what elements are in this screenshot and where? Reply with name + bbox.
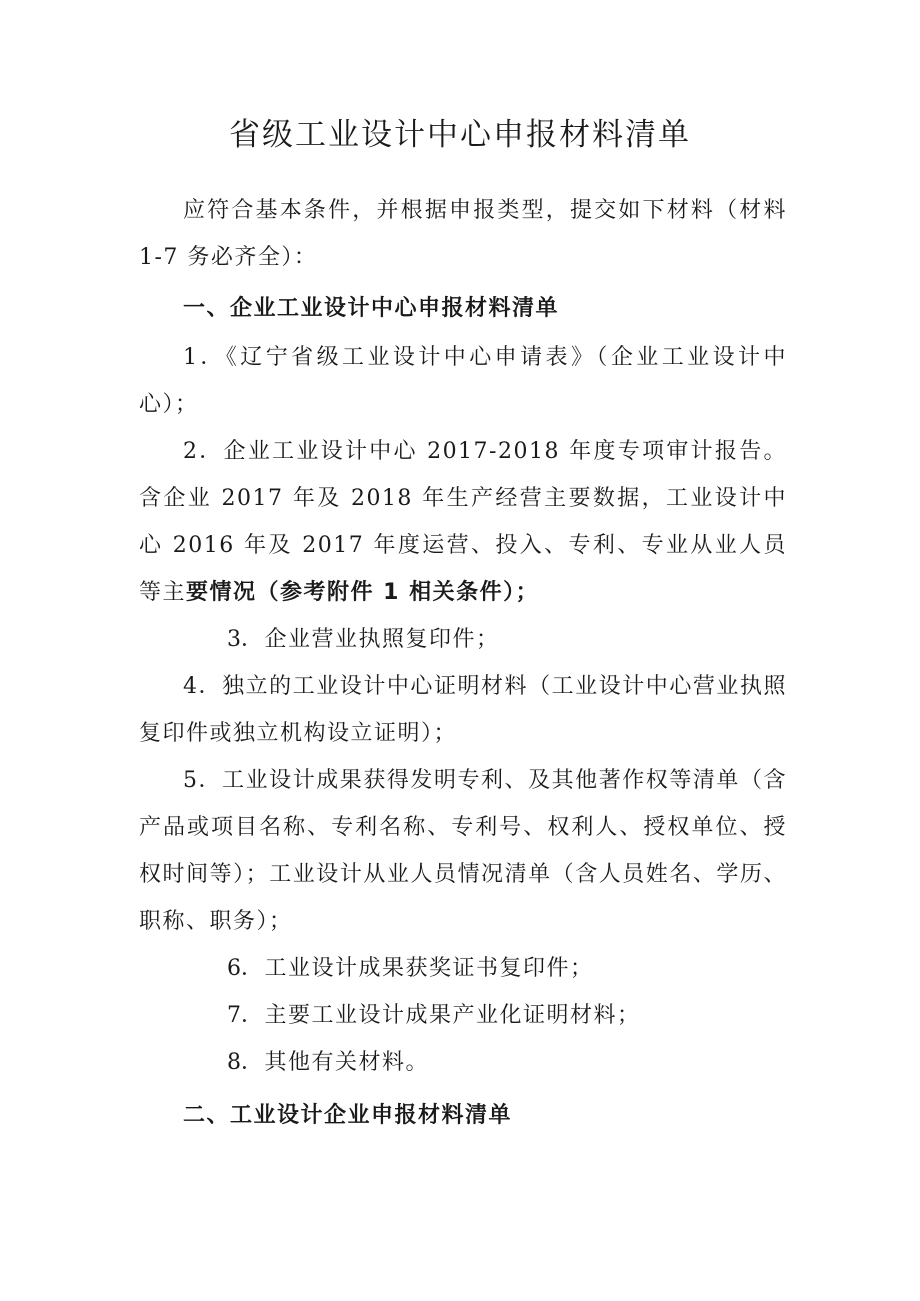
list-item-6-text: ．工业设计成果获奖证书复印件；	[241, 956, 594, 981]
intro-paragraph: 应符合基本条件，并根据申报类型，提交如下材料（材料 1-7 务必齐全）：	[139, 198, 787, 270]
list-item-7-text: ．主要工业设计成果产业化证明材料；	[241, 1003, 641, 1028]
list-item-6-number: 6	[227, 956, 243, 981]
list-item-8-number: 8	[227, 1050, 243, 1075]
section-2-heading: 二、工业设计企业申报材料清单	[183, 1103, 513, 1128]
list-item-7-number: 7	[227, 1003, 243, 1028]
list-item-3	[139, 616, 787, 663]
list-item-7	[139, 992, 787, 1039]
list-item-3-number: 3	[227, 627, 243, 652]
list-item-2-bold-text: 要情况（参考附件 1 相关条件）；	[186, 580, 540, 605]
document-body	[139, 187, 787, 1141]
section-1-heading: 一、企业工业设计中心申报材料清单	[183, 296, 560, 321]
list-item-3-text: ．企业营业执照复印件；	[241, 627, 500, 652]
list-item-6	[139, 945, 787, 992]
list-item-5: 5．工业设计成果获得发明专利、及其他著作权等清单（含产品或项目名称、专利名称、专利号、权利人、授权单位、授权时间等）；工业设计从业人员情况清单（含人员姓名、学历、职称、职务）；	[139, 768, 787, 934]
list-item-2	[139, 428, 787, 616]
list-item-8	[139, 1039, 787, 1086]
page-title: 省级工业设计中心申报材料清单	[229, 117, 691, 153]
list-item-1: 1．《辽宁省级工业设计中心申请表》（企业工业设计中心）；	[139, 345, 787, 417]
list-item-8-text: ．其他有关材料。	[241, 1050, 430, 1075]
list-item-4: 4．独立的工业设计中心证明材料（工业设计中心营业执照复印件或独立机构设立证明）；	[139, 674, 787, 746]
list-item-2-text: 2．企业工业设计中心 2017-2018 年度专项审计报告。含企业 2017 年及 2018 年生产经营主要数据，工业设计中心 2016 年及 2017 年度运营、投入、专利、专业从业人员等主	[139, 439, 787, 605]
